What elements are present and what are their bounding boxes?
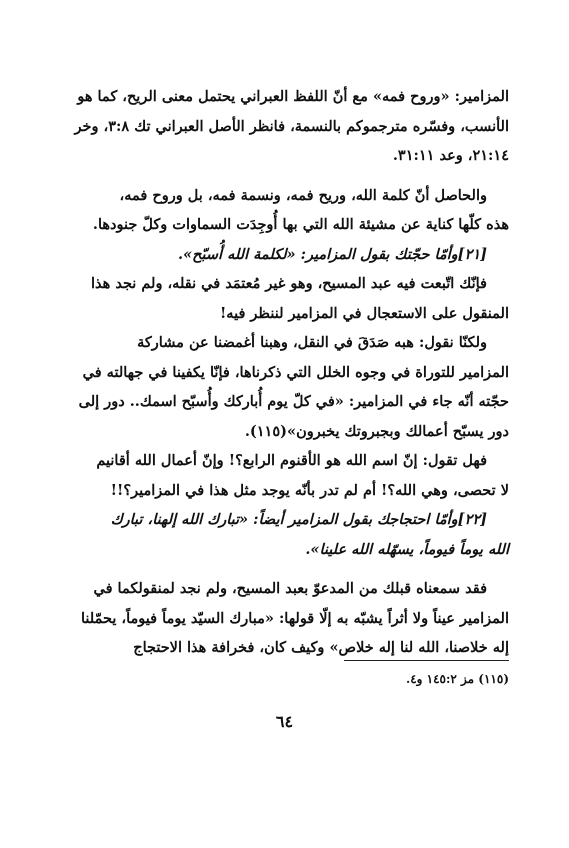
body-text bbox=[59, 82, 509, 663]
text-line: ٢١:١٤، وعد ٣١:١١. bbox=[392, 147, 509, 164]
text-line: الله يوماً فيوماً، يسهّله الله علينا». bbox=[305, 540, 509, 558]
text-line: فقد سمعناه قبلك من المدعوّ بعبد المسيح، ولم نجد لمنقولكما في bbox=[93, 580, 487, 597]
text-line: المزامير عيناً ولا أثراً يشبّه به إلّا قولها: «مبارك السيّد يوماً فيوماً، يحمّلنا bbox=[81, 609, 509, 627]
text-line: هذه كلّها كناية عن مشيئة الله التي بها أُوجِدَت السماوات وكلّ جنودها. bbox=[92, 216, 509, 233]
text-line: دور يسبّح أعمالك وبجبروتك يخبرون»(١١٥). bbox=[244, 422, 509, 440]
footnote-divider bbox=[344, 660, 509, 661]
text-line: لا تحصى، وهي الله؟! أم لم تدر بأنّه يوجد مثل هذا في المزامير؟!! bbox=[110, 481, 509, 499]
text-line: فهل تقول: إنّ اسم الله هو الأقنوم الرابع؟! وإنّ أعمال الله أقانيم bbox=[96, 452, 487, 469]
text-line: المزامير: «وروح فمه» مع أنّ اللفظ العبراني يحتمل معنى الريح، كما هو bbox=[77, 88, 509, 105]
text-line: حجّته أنّه جاء في المزامير: «في كلّ يوم أُباركك وأُسبّح اسمك.. دور إلى bbox=[78, 393, 509, 410]
text-line: المزامير للتوراة في وجوه الخلل التي ذكرناها، فإنّا يكفينا في جهالته في bbox=[82, 363, 509, 381]
text-line: إله خلاصنا، الله لنا إله خلاص» وكيف كان، فخرافة هذا الاحتجاج bbox=[133, 639, 509, 656]
page-number: ٦٤ bbox=[275, 712, 294, 731]
text-line: فإنّك اتّبعت فيه عبد المسيح، وهو غير مُعتمَد في نقله، ولم نجد هذا bbox=[91, 275, 487, 292]
footnote-115: (١١٥) مز ١٤٥:٢ و٤. bbox=[406, 672, 509, 686]
section-heading-22: [٢٢]وأمّا احتجاجك بقول المزامير أيضاً: «تبارك الله إلهنا، تبارك bbox=[110, 511, 487, 528]
section-heading-21: [٢١]وأمّا حجّتك بقول المزامير: «لكلمة الله أُسبّح». bbox=[178, 245, 487, 263]
text-line: والحاصل أنّ كلمة الله، وريح فمه، ونسمة فمه، بل وروح فمه، bbox=[119, 186, 487, 204]
text-line: ولكنّا نقول: هبه صَدَقَ في النقل، وهبنا أغمضنا عن مشاركة bbox=[137, 334, 487, 351]
text-line: المنقول على الاستعجال في المزامير لننظر فيه! bbox=[219, 304, 509, 322]
text-line: الأنسب، وفسّره مترجموكم بالنسمة، فانظر الأصل العبراني تك ٣:٨، وخر bbox=[74, 117, 509, 135]
